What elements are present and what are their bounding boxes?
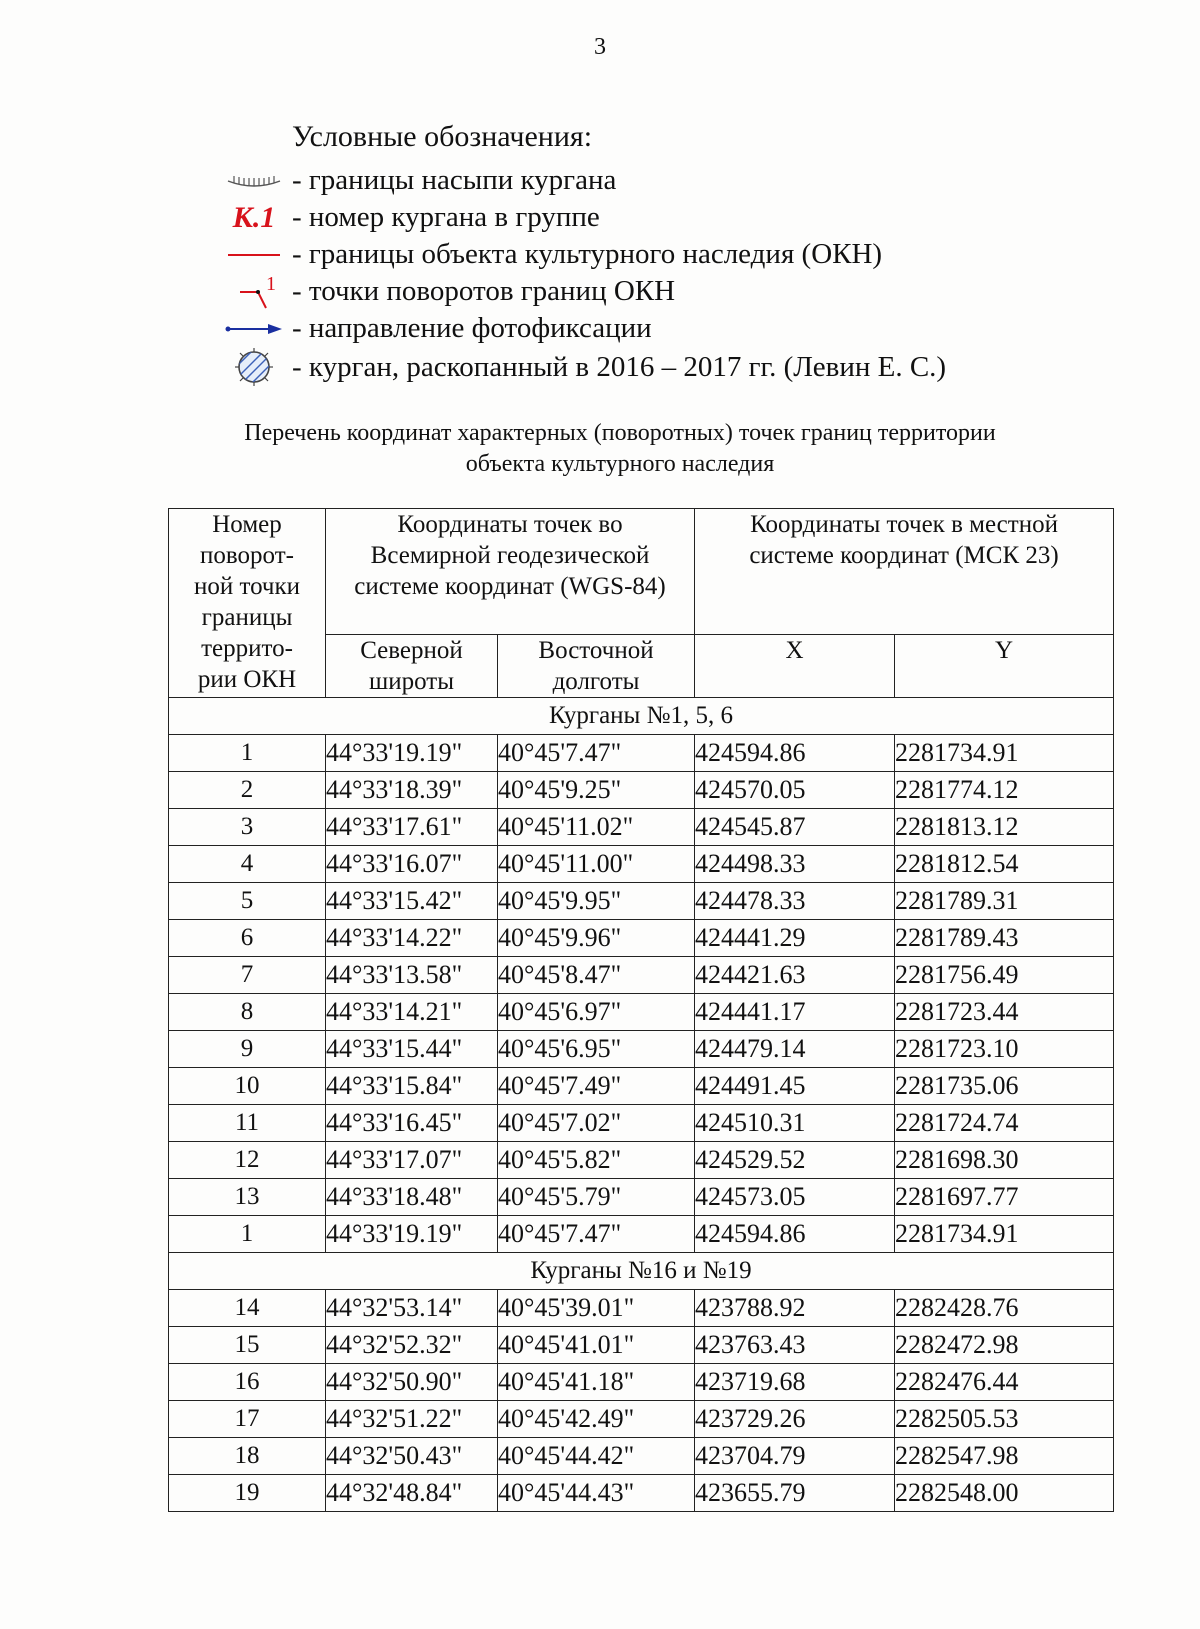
x-cell: 424529.52 [695,1142,895,1179]
table-row [169,957,1114,994]
table-row [169,1364,1114,1401]
longitude-cell: 40°45'7.49" [498,1068,695,1105]
table-caption [150,418,1090,480]
y-cell: 2281735.06 [895,1068,1114,1105]
legend-item-mound-boundary [220,162,1120,199]
header-lon: Восточной долготы [498,635,695,698]
header-y: Y [895,635,1114,698]
y-cell: 2281697.77 [895,1179,1114,1216]
x-cell: 424594.86 [695,1216,895,1253]
table-row [169,846,1114,883]
point-number-cell: 16 [169,1364,326,1401]
table-row [169,1475,1114,1512]
caption-line-2: объекта культурного наследия [465,451,775,477]
table-row [169,920,1114,957]
latitude-cell: 44°33'19.19" [326,1216,498,1253]
longitude-cell: 40°45'41.01" [498,1327,695,1364]
x-cell: 424421.63 [695,957,895,994]
mound-boundary-icon [220,162,288,199]
latitude-cell: 44°33'16.07" [326,846,498,883]
section-row [169,698,1114,735]
latitude-cell: 44°33'13.58" [326,957,498,994]
legend [220,118,1120,387]
longitude-cell: 40°45'6.95" [498,1031,695,1068]
point-number-cell: 15 [169,1327,326,1364]
latitude-cell: 44°32'53.14" [326,1290,498,1327]
x-cell: 424441.17 [695,994,895,1031]
point-number-cell: 4 [169,846,326,883]
header-wgs: Координаты точек во Всемирной геодезической системе координат (WGS-84) [326,509,695,635]
table-row [169,1216,1114,1253]
legend-text: - границы объекта культурного наследия (ОКН) [292,238,883,270]
longitude-cell: 40°45'5.82" [498,1142,695,1179]
longitude-cell: 40°45'8.47" [498,957,695,994]
latitude-cell: 44°33'15.42" [326,883,498,920]
latitude-cell: 44°32'50.90" [326,1364,498,1401]
longitude-cell: 40°45'44.42" [498,1438,695,1475]
longitude-cell: 40°45'7.02" [498,1105,695,1142]
legend-title: Условные обозначения: [292,120,593,153]
point-number-cell: 14 [169,1290,326,1327]
point-number-cell: 7 [169,957,326,994]
longitude-cell: 40°45'9.95" [498,883,695,920]
point-number-cell: 1 [169,735,326,772]
x-cell: 423704.79 [695,1438,895,1475]
header-point-number: Номер поворот-ной точки границы террито-рии ОКН [169,509,326,698]
table-row [169,1031,1114,1068]
latitude-cell: 44°33'18.48" [326,1179,498,1216]
section-title: Курганы №1, 5, 6 [169,698,1114,735]
y-cell: 2281734.91 [895,735,1114,772]
y-cell: 2281774.12 [895,772,1114,809]
y-cell: 2282476.44 [895,1364,1114,1401]
legend-text: - курган, раскопанный в 2016 – 2017 гг. (Левин Е. С.) [292,350,947,383]
table-row [169,1179,1114,1216]
table-row [169,1438,1114,1475]
section-row [169,1253,1114,1290]
longitude-cell: 40°45'9.96" [498,920,695,957]
coordinates-table [168,508,1114,1512]
point-number-cell: 11 [169,1105,326,1142]
x-cell: 424510.31 [695,1105,895,1142]
legend-text: - номер кургана в группе [292,201,600,233]
y-cell: 2281723.10 [895,1031,1114,1068]
longitude-cell: 40°45'42.49" [498,1401,695,1438]
point-number-cell: 1 [169,1216,326,1253]
legend-item-excavated-mound [220,347,1120,387]
point-number-cell: 13 [169,1179,326,1216]
y-cell: 2281813.12 [895,809,1114,846]
table-row [169,772,1114,809]
legend-text: - направление фотофиксации [292,312,652,344]
point-number-cell: 10 [169,1068,326,1105]
point-number-cell: 18 [169,1438,326,1475]
x-cell: 423788.92 [695,1290,895,1327]
y-cell: 2281789.31 [895,883,1114,920]
point-number-cell: 9 [169,1031,326,1068]
red-line-icon [220,236,288,273]
point-number-cell: 2 [169,772,326,809]
legend-item-kurgan-number [220,199,1120,236]
table-row [169,883,1114,920]
point-number-cell: 3 [169,809,326,846]
longitude-cell: 40°45'11.02" [498,809,695,846]
longitude-cell: 40°45'9.25" [498,772,695,809]
turning-point-number: 1 [266,273,276,295]
header-x: X [695,635,895,698]
x-cell: 424491.45 [695,1068,895,1105]
x-cell: 424545.87 [695,809,895,846]
x-cell: 424498.33 [695,846,895,883]
longitude-cell: 40°45'39.01" [498,1290,695,1327]
table-body [169,698,1114,1512]
latitude-cell: 44°33'15.84" [326,1068,498,1105]
hatched-circle-icon [220,349,288,386]
y-cell: 2281734.91 [895,1216,1114,1253]
y-cell: 2281698.30 [895,1142,1114,1179]
x-cell: 424573.05 [695,1179,895,1216]
table-row [169,1105,1114,1142]
latitude-cell: 44°33'18.39" [326,772,498,809]
table-row [169,809,1114,846]
latitude-cell: 44°33'15.44" [326,1031,498,1068]
x-cell: 424570.05 [695,772,895,809]
longitude-cell: 40°45'41.18" [498,1364,695,1401]
kurgan-number-label: К.1 [232,201,276,234]
x-cell: 424594.86 [695,735,895,772]
latitude-cell: 44°33'16.45" [326,1105,498,1142]
latitude-cell: 44°33'17.07" [326,1142,498,1179]
legend-item-photo-direction [220,310,1120,347]
turning-point-icon [220,273,288,310]
caption-line-1: Перечень координат характерных (поворотных) точек границ территории [244,420,996,446]
latitude-cell: 44°33'17.61" [326,809,498,846]
longitude-cell: 40°45'7.47" [498,1216,695,1253]
y-cell: 2282547.98 [895,1438,1114,1475]
table-row [169,1401,1114,1438]
point-number-cell: 12 [169,1142,326,1179]
y-cell: 2281756.49 [895,957,1114,994]
table-row [169,1327,1114,1364]
y-cell: 2281812.54 [895,846,1114,883]
y-cell: 2282472.98 [895,1327,1114,1364]
x-cell: 423763.43 [695,1327,895,1364]
x-cell: 423729.26 [695,1401,895,1438]
y-cell: 2281789.43 [895,920,1114,957]
x-cell: 424441.29 [695,920,895,957]
point-number-cell: 8 [169,994,326,1031]
x-cell: 424478.33 [695,883,895,920]
y-cell: 2282505.53 [895,1401,1114,1438]
latitude-cell: 44°32'50.43" [326,1438,498,1475]
table-row [169,735,1114,772]
arrow-right-icon [220,310,288,347]
latitude-cell: 44°32'51.22" [326,1401,498,1438]
y-cell: 2281724.74 [895,1105,1114,1142]
longitude-cell: 40°45'6.97" [498,994,695,1031]
longitude-cell: 40°45'44.43" [498,1475,695,1512]
table-row [169,1068,1114,1105]
y-cell: 2282548.00 [895,1475,1114,1512]
legend-text: - границы насыпи кургана [292,164,617,196]
latitude-cell: 44°33'14.22" [326,920,498,957]
longitude-cell: 40°45'5.79" [498,1179,695,1216]
point-number-cell: 17 [169,1401,326,1438]
x-cell: 423719.68 [695,1364,895,1401]
legend-item-okn-boundary [220,236,1120,273]
table-row [169,1290,1114,1327]
point-number-cell: 5 [169,883,326,920]
legend-item-turning-point [220,273,1120,310]
header-lat: Северной широты [326,635,498,698]
point-number-cell: 19 [169,1475,326,1512]
latitude-cell: 44°33'14.21" [326,994,498,1031]
latitude-cell: 44°32'52.32" [326,1327,498,1364]
page-number: 3 [594,34,606,60]
y-cell: 2281723.44 [895,994,1114,1031]
y-cell: 2282428.76 [895,1290,1114,1327]
latitude-cell: 44°33'19.19" [326,735,498,772]
header-msk: Координаты точек в местной системе координат (МСК 23) [695,509,1114,635]
x-cell: 423655.79 [695,1475,895,1512]
legend-text: - точки поворотов границ ОКН [292,275,676,307]
table-row [169,994,1114,1031]
longitude-cell: 40°45'7.47" [498,735,695,772]
x-cell: 424479.14 [695,1031,895,1068]
point-number-cell: 6 [169,920,326,957]
longitude-cell: 40°45'11.00" [498,846,695,883]
latitude-cell: 44°32'48.84" [326,1475,498,1512]
section-title: Курганы №16 и №19 [169,1253,1114,1290]
table-row [169,1142,1114,1179]
